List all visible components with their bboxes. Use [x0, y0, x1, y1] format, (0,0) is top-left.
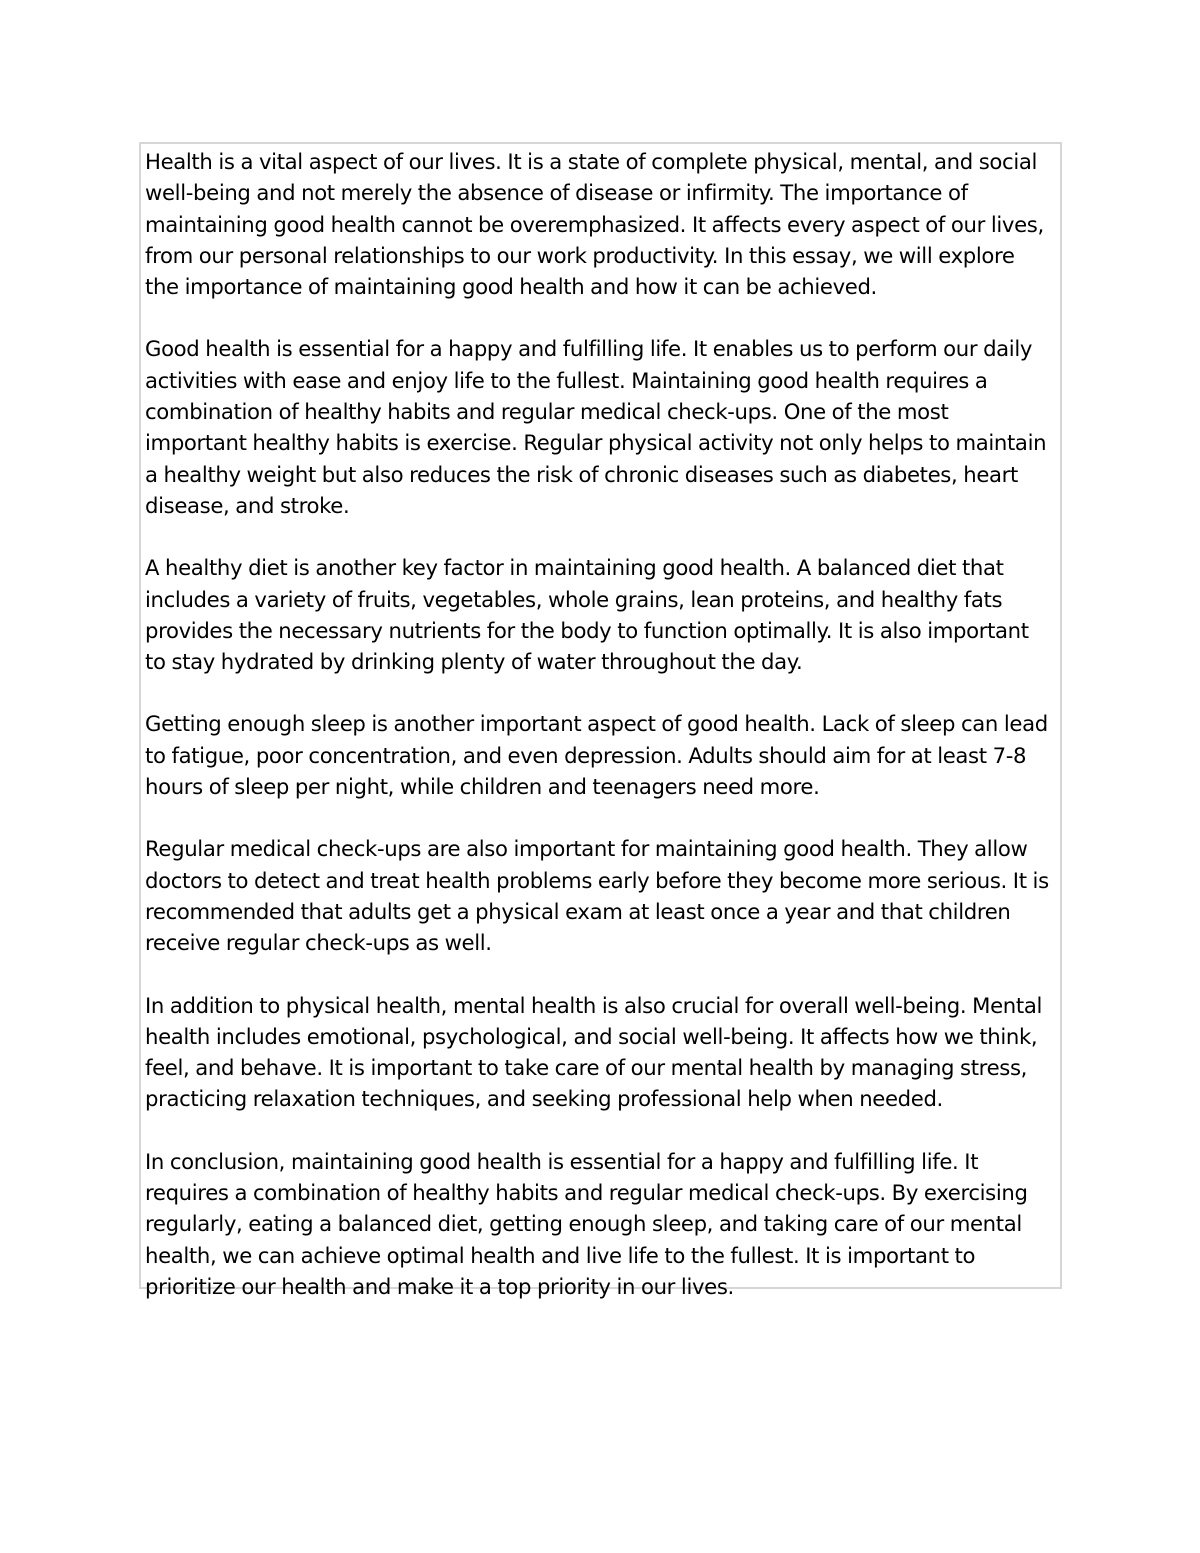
paragraph-diet: [145, 552, 1056, 677]
paragraph-mental-health: [145, 990, 1056, 1115]
essay-text-box: [139, 142, 1062, 1299]
paragraph-line: activities with ease and enjoy life to the fullest. Maintaining good health requires a: [145, 367, 988, 393]
paragraph-line: hours of sleep per night, while children and teenagers need more.: [145, 774, 820, 800]
paragraph-line: Good health is essential for a happy and fulfilling life. It enables us to perform our daily: [145, 336, 1033, 362]
paragraph-line: to stay hydrated by drinking plenty of water throughout the day.: [145, 649, 803, 675]
paragraph-line: to fatigue, poor concentration, and even depression. Adults should aim for at least 7-8: [145, 742, 1027, 768]
paragraph-sleep: [145, 708, 1056, 802]
paragraph-line: the importance of maintaining good health and how it can be achieved.: [145, 274, 877, 300]
paragraph-line: feel, and behave. It is important to take care of our mental health by managing stress,: [145, 1055, 1028, 1081]
paragraph-line: doctors to detect and treat health problems early before they become more serious. It is: [145, 867, 1049, 893]
paragraph-line: recommended that adults get a physical exam at least once a year and that children: [145, 898, 1011, 924]
paragraph-line: disease, and stroke.: [145, 492, 350, 518]
paragraph-checkups: [145, 833, 1056, 958]
paragraph-line: Regular medical check-ups are also important for maintaining good health. They allow: [145, 836, 1028, 862]
paragraph-line: Getting enough sleep is another important aspect of good health. Lack of sleep can lead: [145, 711, 1048, 737]
paragraph-line: maintaining good health cannot be overemphasized. It affects every aspect of our lives,: [145, 211, 1044, 237]
paragraph-line: Health is a vital aspect of our lives. It is a state of complete physical, mental, and social: [145, 149, 1038, 174]
paragraph-line: practicing relaxation techniques, and seeking professional help when needed.: [145, 1086, 943, 1112]
paragraph-line: provides the necessary nutrients for the body to function optimally. It is also important: [145, 617, 1029, 643]
paragraph-line: In conclusion, maintaining good health is essential for a happy and fulfilling life. It: [145, 1148, 979, 1174]
paragraph-line: health, we can achieve optimal health and live life to the fullest. It is important to: [145, 1242, 976, 1268]
paragraph-line: In addition to physical health, mental health is also crucial for overall well-being. Mental: [145, 992, 1042, 1018]
paragraph-line: includes a variety of fruits, vegetables, whole grains, lean proteins, and healthy fats: [145, 586, 1003, 612]
paragraph-line: a healthy weight but also reduces the risk of chronic diseases such as diabetes, heart: [145, 461, 1018, 487]
paragraph-line: from our personal relationships to our work productivity. In this essay, we will explore: [145, 242, 1015, 268]
paragraph-line: requires a combination of healthy habits and regular medical check-ups. By exercising: [145, 1180, 1028, 1206]
paragraph-line: receive regular check-ups as well.: [145, 930, 492, 956]
paragraph-introduction: [145, 146, 1056, 302]
paragraph-line: combination of healthy habits and regular medical check-ups. One of the most: [145, 399, 949, 425]
paragraph-exercise: [145, 333, 1056, 521]
paragraph-line: prioritize our health and make it a top priority in our lives.: [145, 1273, 734, 1299]
paragraph-line: A healthy diet is another key factor in maintaining good health. A balanced diet that: [145, 555, 1004, 581]
paragraph-line: important healthy habits is exercise. Regular physical activity not only helps to maintain: [145, 430, 1047, 456]
paragraph-line: regularly, eating a balanced diet, getting enough sleep, and taking care of our mental: [145, 1211, 1022, 1237]
paragraph-conclusion: [145, 1146, 1056, 1302]
paragraph-line: health includes emotional, psychological, and social well-being. It affects how we think,: [145, 1023, 1038, 1049]
paragraph-line: well-being and not merely the absence of disease or infirmity. The importance of: [145, 180, 968, 206]
